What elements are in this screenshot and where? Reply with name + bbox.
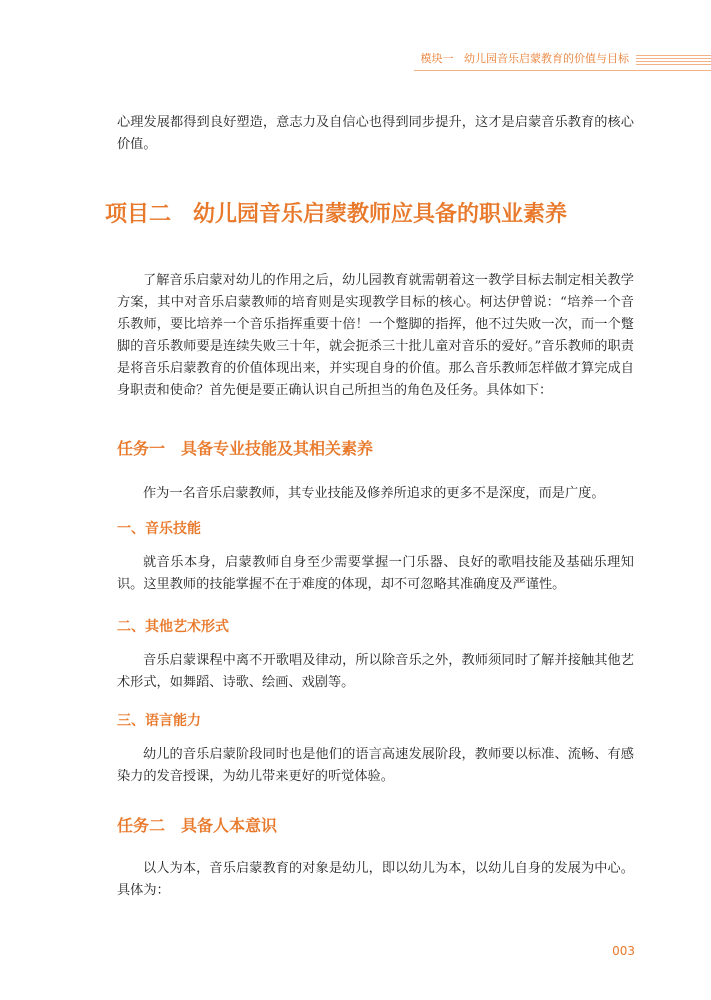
section-heading-music-skills: 一、音乐技能	[117, 521, 201, 537]
section-heading-language: 三、语言能力	[117, 713, 201, 729]
header-module-label: 模块一	[420, 52, 454, 65]
task1-title: 任务一 具备专业技能及其相关素养	[117, 439, 374, 458]
running-header	[0, 52, 711, 72]
project-title: 项目二 幼儿园音乐启蒙教师应具备的职业素养	[105, 202, 568, 227]
header-decorative-lines	[636, 55, 711, 65]
section-text-language: 幼儿的音乐启蒙阶段同时也是他们的语言高速发展阶段，教师要以标准、流畅、有感染力的发音授课，为幼儿带来更好的听觉体验。	[117, 747, 634, 784]
section-text-other-arts: 音乐启蒙课程中离不开歌唱及律动，所以除音乐之外，教师须同时了解并接触其他艺术形式，如舞蹈、诗歌、绘画、戏剧等。	[117, 653, 634, 690]
task2-paragraph: 以人为本，音乐启蒙教育的对象是幼儿，即以幼儿为本，以幼儿自身的发展为中心。具体为：	[117, 861, 634, 898]
task1-paragraph: 作为一名音乐启蒙教师，其专业技能及修养所追求的更多不是深度，而是广度。	[143, 486, 605, 501]
section-text-music-skills: 就音乐本身，启蒙教师自身至少需要掌握一门乐器、良好的歌唱技能及基础乐理知识。这里教师的技能掌握不在于难度的体现，却不可忽略其准确度及严谨性。	[117, 555, 634, 592]
section-heading-other-arts: 二、其他艺术形式	[117, 619, 229, 635]
page-number: 003	[612, 944, 635, 958]
intro-paragraph: 心理发展都得到良好塑造，意志力及自信心也得到同步提升，这才是启蒙音乐教育的核心价值。	[117, 115, 634, 152]
header-title	[421, 52, 630, 66]
header-rule	[414, 70, 711, 71]
header-module-title: 幼儿园音乐启蒙教育的价值与目标	[464, 52, 629, 65]
task2-title: 任务二 具备人本意识	[117, 816, 278, 835]
project-paragraph: 了解音乐启蒙对幼儿的作用之后，幼儿园教育就需朝着这一教学目标去制定相关教学方案，其中对音乐启蒙教师的培育则是实现教学目标的核心。柯达伊曾说：“培养一个音乐教师，要比培养一个音乐指挥重要十倍！一个蹩脚的指挥，他不过失败一次，而一个蹩脚的音乐教师要是连续失败三十年，就会扼杀三十批儿童对音乐的爱好。”音乐教师的职责是将音乐启蒙教育的价值体现出来，并实现自身的价值。那么音乐教师怎样做才算完成自身职责和使命？首先便是要正确认识自己所担当的角色及任务。具体如下：	[117, 273, 634, 398]
